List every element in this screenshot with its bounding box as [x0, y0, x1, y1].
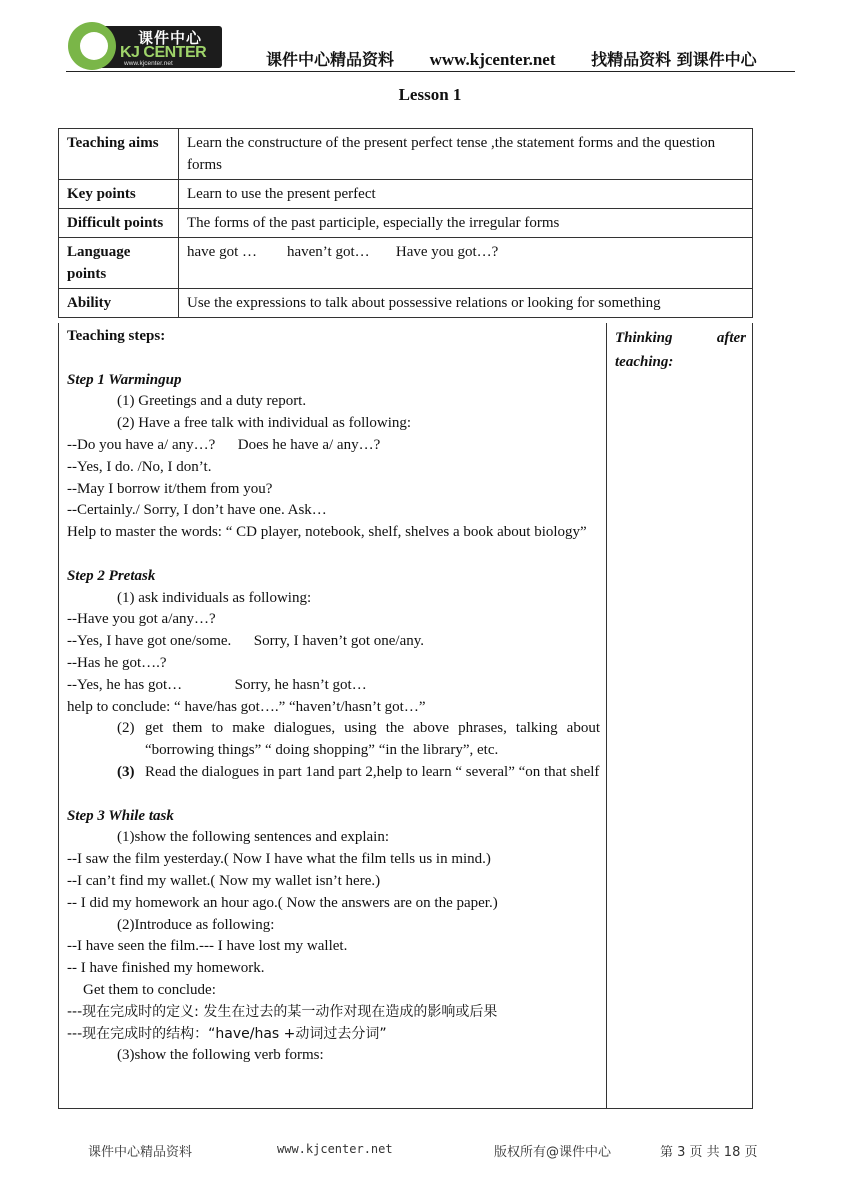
page-title: Lesson 1	[398, 85, 462, 104]
footer-page-number: 第 3 页 共 18 页	[660, 1145, 758, 1160]
step2-item: (1) ask individuals as following:	[117, 589, 312, 606]
footer-site-name: 课件中心精品资料	[88, 1145, 193, 1160]
header-slogan: 找精品资料 到课件中心	[591, 50, 757, 69]
step1-item: (2) Have a free talk with individual as following:	[117, 415, 412, 432]
footer-copyright: 版权所有@课件中心	[494, 1145, 612, 1160]
footer-url[interactable]: www.kjcenter.net	[277, 1142, 393, 1156]
step2-title: Step 2 Pretask	[67, 567, 156, 584]
grammar-structure: ---现在完成时的结构：“have/has +动词过去分词”	[67, 1025, 387, 1042]
thinking-word: Thinking	[615, 330, 673, 346]
header-divider	[66, 71, 795, 72]
example-line: -- I did my homework an hour ago.( Now the answers are on the paper.)	[67, 894, 498, 911]
page-header	[266, 47, 757, 70]
logo-cn-text: 课件中心	[138, 29, 203, 47]
row-value: The forms of the past participle, especially the irregular forms	[179, 209, 753, 238]
step3-item: (1)show the following sentences and explain:	[117, 829, 390, 846]
dialogue-line: help to conclude: “ have/has got….” “haven’t/hasn’t got…”	[67, 698, 426, 715]
dialogue-line: --Yes, I have got one/some. Sorry, I haven’t got one/any.	[67, 633, 425, 650]
dialogue-line: --Yes, he has got… Sorry, he hasn’t got…	[67, 676, 367, 693]
row-label: Difficult points	[59, 209, 179, 238]
table-row	[59, 209, 753, 238]
item-text: Read the dialogues in part 1and part 2,help to learn “ several” “on that shelf	[145, 763, 600, 780]
step3-item: (3)show the following verb forms:	[117, 1047, 324, 1064]
step3-conclude: Get them to conclude:	[83, 981, 216, 998]
header-url[interactable]: www.kjcenter.net	[429, 50, 556, 69]
step1-item: (1) Greetings and a duty report.	[117, 393, 307, 410]
teaching-steps-cell	[59, 323, 607, 1108]
table-row	[59, 238, 753, 289]
thinking-word: after	[716, 330, 746, 346]
table-row	[59, 129, 753, 180]
dialogue-line: --May I borrow it/them from you?	[67, 480, 273, 497]
thinking-after-teaching-cell	[607, 323, 752, 1108]
steps-heading: Teaching steps:	[67, 328, 166, 344]
lesson-info-table	[58, 128, 753, 318]
grammar-definition: ---现在完成时的定义: 发生在过去的某一动作对现在造成的影响或后果	[67, 1003, 498, 1020]
row-label: Key points	[59, 180, 179, 209]
step3-title: Step 3 While task	[67, 807, 174, 824]
item-text: get them to make dialogues, using the above phrases, talking about “borrowing things” “ doing shopping” “in the library”, etc.	[145, 720, 600, 759]
site-logo	[68, 20, 222, 70]
thinking-word: teaching:	[615, 354, 674, 370]
step3-item: (2)Introduce as following:	[117, 916, 275, 933]
example-line: --I have seen the film.--- I have lost my wallet.	[67, 938, 348, 955]
item-number: (3)	[117, 763, 135, 780]
logo-swirl-inner	[80, 32, 108, 60]
row-value: have got … haven’t got… Have you got…?	[179, 238, 753, 289]
logo-en-text: KJ CENTER	[120, 44, 207, 61]
table-row	[59, 289, 753, 318]
step1-title: Step 1 Warmingup	[67, 371, 182, 388]
example-line: --I saw the film yesterday.( Now I have what the film tells us in mind.)	[67, 851, 491, 868]
dialogue-line: --Certainly./ Sorry, I don’t have one. Ask…	[67, 502, 327, 519]
example-line: --I can’t find my wallet.( Now my wallet isn’t here.)	[67, 872, 381, 889]
step1-help: Help to master the words: “ CD player, notebook, shelf, shelves a book about biology”	[67, 524, 587, 541]
logo-url-text: www.kjcenter.net	[124, 60, 173, 67]
header-site-name: 课件中心精品资料	[266, 50, 395, 69]
table-row	[59, 180, 753, 209]
dialogue-line: --Have you got a/any…?	[67, 611, 216, 628]
row-label: Ability	[59, 289, 179, 318]
dialogue-line: --Has he got….?	[67, 654, 167, 671]
row-value: Use the expressions to talk about possessive relations or looking for something	[179, 289, 753, 318]
item-number: (2)	[117, 720, 135, 737]
row-value: Learn the constructure of the present perfect tense ,the statement forms and the question forms	[179, 129, 753, 180]
thinking-heading	[615, 326, 746, 350]
row-value: Learn to use the present perfect	[179, 180, 753, 209]
example-line: -- I have finished my homework.	[67, 960, 265, 977]
teaching-steps-table	[58, 323, 753, 1109]
step2-item	[67, 718, 600, 762]
row-label: Teaching aims	[59, 129, 179, 180]
dialogue-line: --Do you have a/ any…? Does he have a/ any…?	[67, 436, 381, 453]
step2-item	[67, 762, 600, 784]
row-label: Language points	[59, 238, 179, 289]
dialogue-line: --Yes, I do. /No, I don’t.	[67, 458, 212, 475]
